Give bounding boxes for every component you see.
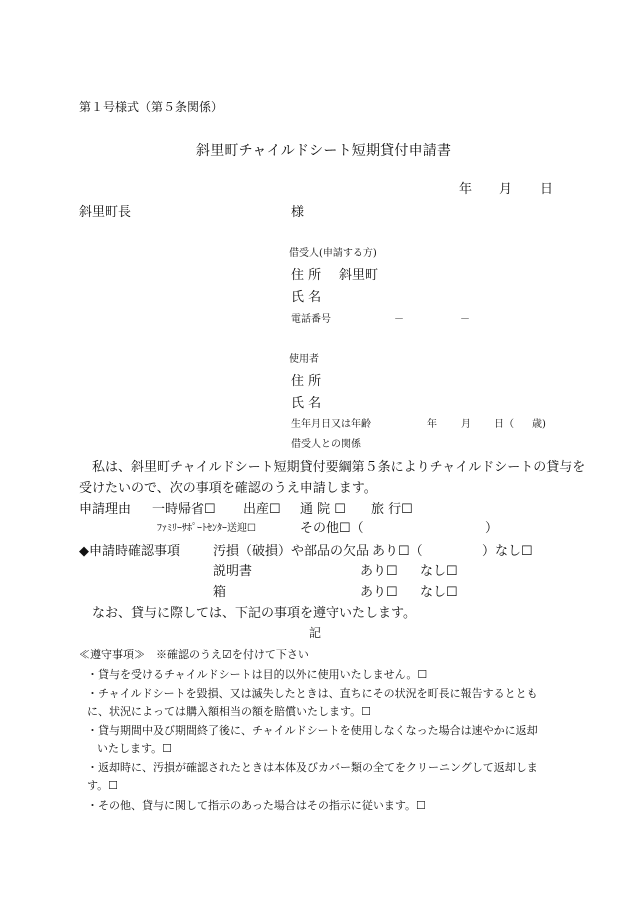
reason-option: 通 院 ☐	[300, 502, 346, 517]
check-yes: あり☐	[360, 564, 398, 579]
rule-item: ・貸与期間中及び期間終了後に、チャイルドシートを使用しなくなった場合は速やかに返却	[87, 724, 538, 737]
user-birth-year: 年	[427, 419, 437, 430]
form-number: 第１号様式（第５条関係）	[79, 100, 224, 114]
user-birth-day: 日（	[494, 419, 514, 430]
rule-item-cont: いたします。☐	[97, 742, 172, 755]
check-yes: あり☐	[360, 585, 398, 600]
check-label: ◆申請時確認事項	[79, 544, 180, 559]
user-birth-label: 生年月日又は年齢	[291, 419, 371, 430]
date-year: 年	[459, 182, 473, 197]
addressee-honorific: 様	[291, 205, 305, 220]
check-no: なし☐	[420, 585, 458, 600]
rules-heading: ≪遵守事項≫ ※確認のうえ☑を付けて下さい	[79, 648, 309, 661]
borrower-name-label: 氏 名	[291, 290, 322, 305]
addressee-name: 斜里町長	[79, 205, 132, 220]
body-line: 私は、斜里町チャイルドシート短期貸付要綱第５条によりチャイルドシートの貸与を	[92, 460, 586, 475]
body-line: 受けたいので、次の事項を確認のうえ申請します。	[79, 481, 377, 496]
page-title: 斜里町チャイルドシート短期貸付申請書	[196, 143, 452, 159]
check-no: なし☐	[420, 564, 458, 579]
rule-item: ・貸与を受けるチャイルドシートは目的以外に使用いたしません。☐	[87, 668, 428, 681]
reason-option: 旅 行☐	[371, 502, 413, 517]
borrower-heading: 借受人(申請する方)	[289, 248, 377, 259]
phone-dash: －	[394, 314, 404, 325]
check-item: 説明書	[213, 564, 253, 579]
reason-label: 申請理由	[79, 502, 132, 517]
rule-item: ・その他、貸与に関して指示のあった場合はその指示に従います。☐	[87, 799, 426, 812]
phone-dash: －	[460, 314, 470, 325]
check-no: ）なし☐	[482, 544, 533, 559]
borrower-address-label: 住 所	[291, 268, 322, 283]
user-heading: 使用者	[289, 354, 319, 365]
reason-option: ﾌｧﾐﾘｰｻﾎﾟｰﾄｾﾝﾀｰ送迎☐	[157, 523, 256, 534]
borrower-phone-label: 電話番号	[291, 314, 331, 325]
rule-item: ・返却時に、汚損が確認されたときは本体及びカバー類の全てをクリーニングして返却しま	[87, 761, 538, 774]
user-address-label: 住 所	[291, 374, 322, 389]
check-item: 汚損（破損）や部品の欠品	[213, 544, 370, 559]
user-relation-label: 借受人との関係	[291, 439, 361, 450]
date-month: 月	[499, 182, 513, 197]
check-yes: あり☐（	[372, 544, 423, 559]
reason-option: 一時帰省☐	[152, 502, 216, 517]
check-item: 箱	[213, 585, 227, 600]
notice-line: なお、貸与に際しては、下記の事項を遵守いたします。	[92, 606, 416, 621]
borrower-address-value: 斜里町	[339, 268, 379, 283]
user-birth-age: 歳)	[532, 419, 546, 430]
date-day: 日	[540, 182, 554, 197]
user-birth-month: 月	[461, 419, 471, 430]
reason-option: その他☐（	[300, 521, 364, 536]
reason-close: ）	[485, 521, 499, 536]
reason-option: 出産☐	[243, 502, 281, 517]
rule-item-cont: す。☐	[87, 779, 118, 792]
rule-item-cont: に、状況によっては購入額相当の額を賠償いたします。☐	[87, 705, 371, 718]
rule-item: ・チャイルドシートを毀損、又は滅失したときは、直ちにその状況を町長に報告するととも	[87, 687, 538, 700]
ki-heading: 記	[309, 626, 322, 640]
user-name-label: 氏 名	[291, 396, 322, 411]
